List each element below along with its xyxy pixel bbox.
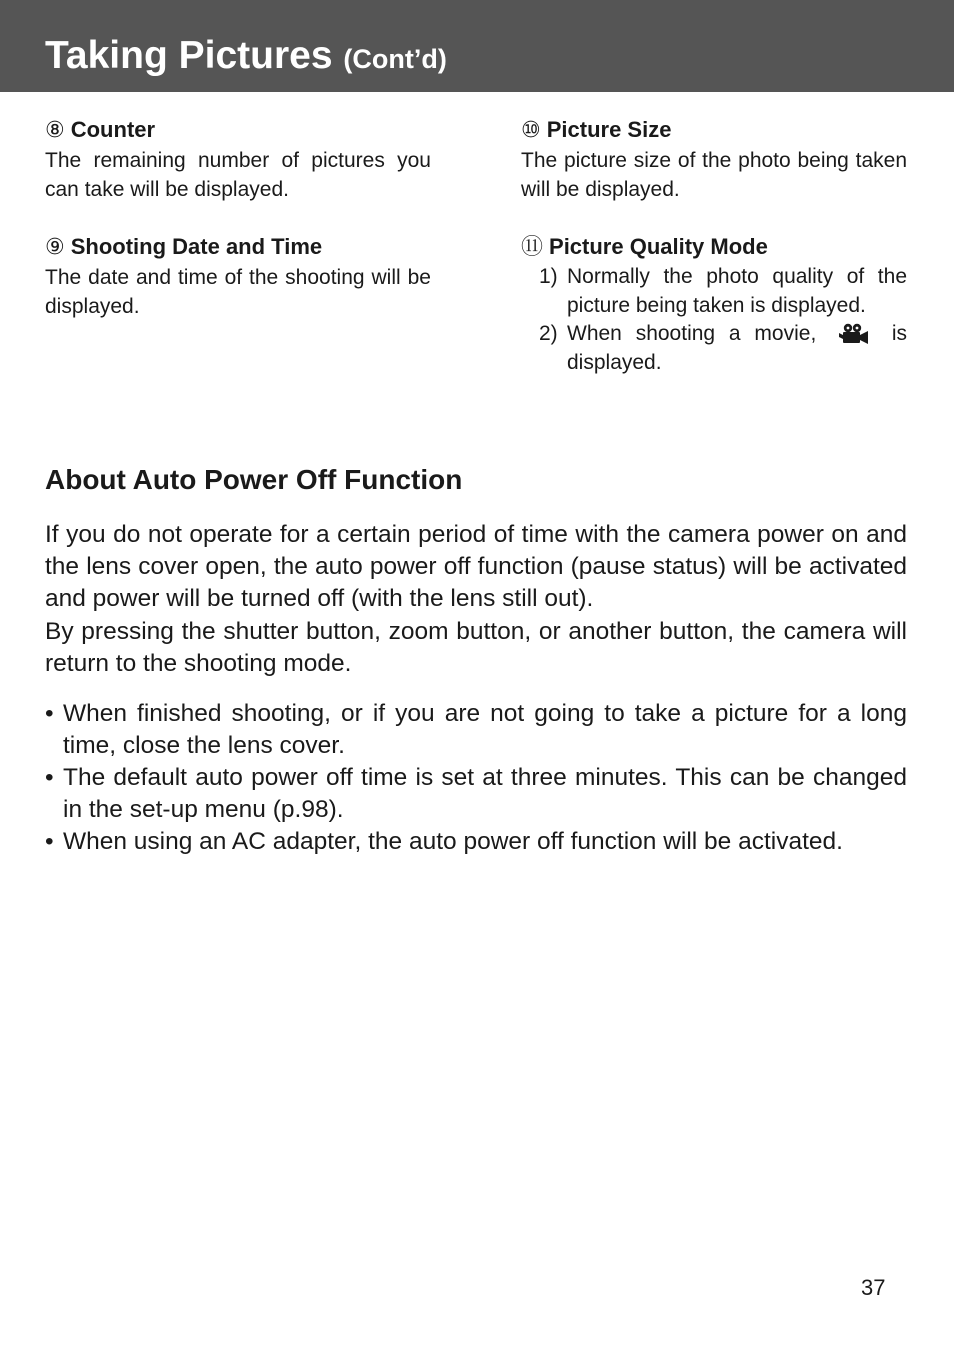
notes-list xyxy=(45,698,907,858)
list-item-text-displayed: displayed. xyxy=(567,350,662,374)
item-number: ⑪ xyxy=(521,234,544,259)
item-number: ⑩ xyxy=(521,117,541,142)
section-heading: About Auto Power Off Function xyxy=(45,464,463,495)
paragraph: If you do not operate for a certain period of time with the camera power on and the lens cover open, the auto power off function (pause status) will be activated and power will be turned off (with the lens still out). xyxy=(45,521,907,612)
bullet-icon: • xyxy=(45,700,54,727)
list-marker: 2) xyxy=(539,322,558,345)
item-title: Picture Quality Mode xyxy=(549,234,768,259)
item-heading xyxy=(45,116,431,144)
item-number: ⑨ xyxy=(45,234,65,259)
item-picture-size xyxy=(521,116,907,204)
list-item xyxy=(45,762,907,826)
item-title: Picture Size xyxy=(546,117,672,142)
section-body xyxy=(45,519,907,680)
list-item-text: Normally the photo quality of the picture being taken is displayed. xyxy=(567,265,907,317)
list-item xyxy=(45,826,907,858)
list-item-text: The default auto power off time is set at three minutes. This can be changed in the set-up menu (p.98). xyxy=(63,764,907,823)
quality-mode-list xyxy=(521,263,907,377)
page-title-main: Taking Pictures xyxy=(45,34,333,77)
page-header xyxy=(0,0,954,92)
item-title: Shooting Date and Time xyxy=(70,234,323,259)
item-title: Counter xyxy=(70,117,156,142)
item-counter xyxy=(45,116,431,204)
list-item xyxy=(45,698,907,762)
list-item-text: When shooting a movie, xyxy=(567,322,817,345)
item-picture-quality-mode xyxy=(521,233,907,377)
list-marker: 1) xyxy=(539,265,558,288)
list-item-text-is: is xyxy=(891,322,907,345)
item-description: The picture size of the photo being taken will be displayed. xyxy=(521,149,907,201)
page-title-subtitle: (Cont’d) xyxy=(343,44,447,74)
item-heading xyxy=(45,233,431,261)
bullet-icon: • xyxy=(45,828,54,855)
item-heading xyxy=(521,116,907,144)
list-item xyxy=(521,263,907,320)
page-number: 37 xyxy=(861,1275,886,1300)
item-description: The remaining number of pictures you can take will be displayed. xyxy=(45,149,431,201)
paragraph: By pressing the shutter button, zoom button, or another button, the camera will return to the shooting mode. xyxy=(45,618,907,677)
item-shooting-date-time xyxy=(45,233,431,321)
list-item-text: When finished shooting, or if you are not going to take a picture for a long time, close the lens cover. xyxy=(63,700,907,759)
page-title xyxy=(45,34,447,81)
movie-camera-icon xyxy=(839,323,869,345)
list-item xyxy=(521,320,907,377)
item-number: ⑧ xyxy=(45,117,65,142)
item-description: The date and time of the shooting will be displayed. xyxy=(45,266,431,318)
bullet-icon: • xyxy=(45,764,54,791)
item-heading xyxy=(521,233,907,261)
list-item-text: When using an AC adapter, the auto power off function will be activated. xyxy=(63,828,843,855)
